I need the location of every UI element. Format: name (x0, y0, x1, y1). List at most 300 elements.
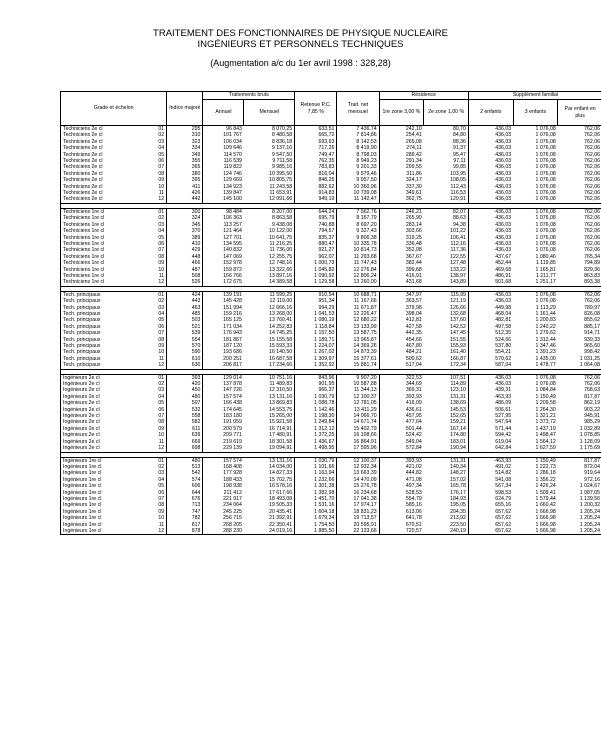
par-enfant-cell: 762,06 (558, 139, 601, 145)
annuel-cell: 171 034 (223, 323, 242, 330)
mensuel-cell: 10 122,00 (244, 228, 295, 234)
par-enfant-cell: 893,38 (558, 279, 601, 286)
enf2-cell: 657,62 (495, 521, 512, 528)
retenue-cell: 1 498,95 (295, 445, 337, 452)
zone2-cell: 82,07 (424, 208, 469, 215)
trait-net-cell: 14 066,70 (337, 413, 379, 419)
enf3-cell: 1 666,98 (535, 515, 556, 522)
trait-net-cell: 9 957,50 (337, 177, 379, 183)
indice-cell: 532 (167, 407, 203, 413)
par-enfant-cell: 762,06 (558, 215, 601, 221)
zone2-cell: 123,10 (424, 387, 469, 393)
annuel-cell: 234 064 (223, 502, 242, 509)
par-enfant-cell: 762,06 (558, 152, 601, 158)
trait-net-cell: 12 806,24 (337, 273, 379, 279)
mensuel-cell: 13 897,16 (244, 273, 295, 279)
retenue-cell: 843,96 (295, 374, 337, 381)
echelon-number: 07 (158, 247, 165, 254)
trait-net-cell: 16 234,68 (337, 490, 379, 496)
grade-label: Ingénieurs 2e cl (63, 381, 100, 388)
indice-cell: 508 (167, 273, 203, 279)
enf3-cell: 1 076,08 (535, 228, 556, 235)
par-enfant-cell: 1 087,05 (558, 490, 601, 496)
header-trait-net: Trait. net mensuel (337, 92, 379, 126)
mensuel-cell: 9 137,16 (244, 145, 295, 151)
grade-label: Techniciens 1re cl (63, 221, 105, 228)
zone2-cell: 161,40 (424, 349, 469, 355)
indice-cell: 334 (167, 145, 203, 151)
zone1-cell: 436,61 (405, 406, 422, 413)
grade-label: Tech. principaux (63, 323, 101, 330)
mensuel-cell: 9 711,58 (244, 158, 295, 164)
par-enfant-cell: 998,42 (558, 349, 601, 355)
echelon-number: 03 (158, 221, 165, 228)
enf2-cell: 571,44 (495, 425, 512, 432)
par-enfant-cell: 939,33 (558, 337, 601, 343)
trait-net-cell: 13 260,00 (337, 279, 379, 286)
par-enfant-cell: 765,34 (558, 254, 601, 260)
zone1-cell: 352,08 (405, 247, 422, 254)
retenue-cell: 966,37 (295, 387, 337, 393)
grade-label: Techniciens 2e cl (63, 170, 103, 177)
enf3-cell: 1 113,29 (535, 304, 556, 311)
retenue-cell: 762,35 (295, 158, 337, 164)
echelon-number: 07 (158, 164, 165, 171)
grade-label: Techniciens 1re cl (63, 240, 105, 247)
retenue-cell: 1 679,34 (295, 515, 337, 521)
enf2-cell: 449,98 (495, 304, 512, 311)
zone2-cell: 91,37 (424, 145, 469, 151)
retenue-cell: 951,34 (295, 298, 337, 304)
zone2-cell: 138,69 (424, 400, 469, 406)
par-enfant-cell: 826,08 (558, 311, 601, 317)
mensuel-cell: 9 438,08 (244, 222, 295, 228)
indice-cell: 393 (167, 374, 203, 381)
enf3-cell: 1 076,08 (513, 126, 558, 133)
retenue-cell: 1 754,50 (295, 522, 337, 528)
par-enfant-cell: 1 031,25 (558, 356, 601, 362)
zone1-cell: 524,42 (405, 432, 422, 439)
echelon-number: 03 (158, 304, 165, 311)
echelon-number: 06 (158, 158, 165, 165)
retenue-cell: 794,57 (295, 228, 337, 234)
par-enfant-cell: 817,87 (558, 394, 601, 400)
zone1-cell: 349,61 (405, 190, 422, 197)
enf2-cell: 436,03 (495, 132, 512, 139)
zone2-cell: 80,70 (424, 126, 469, 133)
document-augmentation-note: (Augmentation a/c du 1er avril 1998 : 328,28) (210, 58, 391, 68)
indice-cell: 370 (167, 228, 203, 234)
zone1-cell: 457,95 (405, 413, 422, 420)
indice-cell: 300 (167, 208, 203, 215)
enf2-cell: 587,04 (468, 362, 513, 369)
mensuel-cell: 10 751,16 (244, 374, 295, 381)
retenue-cell: 1 198,30 (295, 413, 337, 419)
trait-net-cell: 12 781,05 (337, 400, 379, 406)
echelon-number: 03 (158, 138, 165, 145)
retenue-cell: 644,24 (295, 208, 337, 215)
indice-cell: 669 (167, 439, 203, 445)
trait-net-cell: 18 831,23 (337, 509, 379, 515)
grade-label: Techniciens 1re cl (63, 260, 105, 267)
echelon-number: 05 (158, 400, 165, 407)
grade-label: Techniciens 2e cl (63, 177, 103, 184)
zone2-cell: 94,38 (424, 222, 469, 228)
zone1-cell: 412,81 (405, 317, 422, 324)
zone2-cell: 152,65 (424, 413, 469, 419)
indice-cell: 713 (167, 502, 203, 508)
mensuel-cell: 8 480,58 (244, 132, 295, 138)
trait-net-cell: 19 713,57 (337, 515, 379, 521)
echelon-number: 08 (158, 253, 165, 260)
echelon-number: 01 (158, 457, 165, 464)
indice-cell: 442 (167, 196, 203, 203)
trait-net-cell: 8 697,20 (337, 222, 379, 228)
par-enfant-cell: 1 024,67 (558, 483, 601, 489)
zone2-cell: 131,31 (424, 457, 469, 464)
mensuel-cell: 11 736,00 (244, 247, 295, 253)
zone1-cell: 484,21 (405, 349, 422, 356)
salary-table (60, 91, 601, 535)
annuel-cell: 113 257 (223, 221, 242, 228)
trait-net-cell: 10 587,88 (337, 381, 379, 387)
zone2-cell: 148,27 (424, 470, 469, 476)
enf3-cell: 1 373,72 (535, 419, 556, 426)
mensuel-cell: 11 243,58 (244, 184, 295, 190)
zone1-cell: 347,97 (379, 291, 424, 298)
trait-net-cell: 11 344,13 (337, 387, 379, 393)
annuel-cell: 124 746 (223, 170, 242, 177)
enf3-cell: 1 240,22 (535, 323, 556, 330)
enf2-cell: 642,84 (468, 445, 513, 452)
par-enfant-cell: 762,06 (558, 247, 601, 253)
enf2-cell: 436,03 (468, 208, 513, 215)
retenue-cell: 1 088,78 (295, 400, 337, 406)
table-row (61, 279, 601, 286)
retenue-cell: 949,19 (295, 196, 337, 203)
enf2-cell: 436,03 (495, 190, 512, 197)
retenue-cell: 1 885,50 (295, 528, 337, 535)
annuel-cell: 288 230 (203, 528, 244, 535)
annuel-cell: 245 225 (223, 508, 242, 515)
echelon-number: 06 (158, 240, 165, 247)
zone1-cell: 369,31 (405, 387, 422, 394)
enf2-cell: 554,21 (495, 349, 512, 356)
enf2-cell: 436,03 (495, 183, 512, 190)
retenue-cell: 693,63 (295, 139, 337, 145)
par-enfant-cell: 762,06 (558, 158, 601, 164)
enf2-cell: 436,03 (495, 381, 512, 388)
annuel-cell: 256 715 (223, 515, 242, 522)
zone2-cell: 137,60 (424, 317, 469, 323)
zone2-cell: 103,95 (424, 171, 469, 177)
zone1-cell: 265,90 (405, 215, 422, 222)
mensuel-cell: 8 863,58 (244, 215, 295, 221)
grade-label: Techniciens 2e cl (63, 138, 103, 145)
trait-net-cell: 10 335,78 (337, 241, 379, 247)
indice-cell: 295 (167, 126, 203, 133)
par-enfant-cell: 1 205,24 (558, 515, 601, 521)
echelon-number: 04 (158, 476, 165, 483)
enf2-cell: 486,09 (495, 400, 512, 407)
par-enfant-cell: 789,97 (558, 305, 601, 311)
indice-cell: 611 (167, 426, 203, 432)
enf3-cell: 1 660,42 (535, 502, 556, 509)
zone1-cell: 585,16 (405, 502, 422, 509)
mensuel-cell: 16 578,16 (244, 483, 295, 489)
par-enfant-cell: 1 078,85 (558, 432, 601, 438)
mensuel-cell: 15 921,58 (244, 419, 295, 425)
grade-label: Techniciens 1re cl (63, 253, 105, 260)
indice-cell: 554 (167, 337, 203, 343)
indice-cell: 349 (167, 152, 203, 158)
enf3-cell: 1 666,98 (535, 521, 556, 528)
grade-cell (61, 208, 167, 215)
zone2-cell: 108,05 (424, 177, 469, 183)
trait-net-cell: 12 100,37 (337, 394, 379, 400)
table-row (61, 196, 601, 203)
trait-net-cell: 8 167,79 (337, 215, 379, 221)
enf3-cell: 1 478,77 (513, 362, 558, 369)
trait-net-cell: 13 587,75 (337, 330, 379, 336)
indice-cell: 676 (167, 496, 203, 502)
trait-net-cell: 15 881,74 (337, 362, 379, 369)
enf3-cell: 1 076,08 (513, 291, 558, 298)
echelon-number: 01 (158, 208, 165, 215)
indice-cell: 480 (167, 457, 203, 464)
indice-cell: 355 (167, 158, 203, 164)
enf3-cell: 1 076,08 (535, 170, 556, 177)
zone1-cell: 379,98 (405, 304, 422, 311)
trait-net-cell: 9 806,38 (337, 235, 379, 241)
par-enfant-cell: 985,29 (558, 419, 601, 425)
indice-cell: 878 (167, 528, 203, 535)
zone2-cell: 95,47 (424, 152, 469, 158)
zone1-cell: 362,75 (379, 196, 424, 203)
grade-label: Ingénieurs 1re cl (63, 470, 102, 477)
mensuel-cell: 19 505,33 (244, 502, 295, 508)
zone1-cell: 336,48 (405, 240, 422, 247)
annuel-cell: 98 484 (203, 208, 244, 215)
retenue-cell: 695,79 (295, 215, 337, 221)
annuel-cell: 114 570 (223, 151, 242, 158)
enf3-cell: 1 564,12 (535, 438, 556, 445)
grade-label: Techniciens 2e cl (63, 183, 103, 190)
trait-net-cell: 8 142,53 (337, 139, 379, 145)
enf2-cell: 436,03 (495, 228, 512, 235)
enf3-cell: 1 076,08 (535, 158, 556, 165)
zone1-cell: 554,79 (405, 495, 422, 502)
grade-label: Techniciens 1re cl (63, 272, 105, 279)
grade-label: Ingénieurs 1re cl (63, 483, 102, 490)
echelon-number: 08 (158, 170, 165, 177)
grade-cell (61, 362, 167, 369)
enf3-cell: 1 076,08 (535, 177, 556, 184)
trait-net-cell: 17 595,96 (337, 445, 379, 452)
indice-cell: 389 (167, 235, 203, 241)
enf2-cell: 436,03 (495, 234, 512, 241)
enf3-cell: 1 321,21 (535, 413, 556, 420)
zone2-cell: 213,92 (424, 515, 469, 521)
enf3-cell: 1 076,08 (535, 240, 556, 247)
mensuel-cell: 17 234,66 (244, 362, 295, 369)
grade-label: Ingénieurs 1re cl (63, 502, 102, 509)
annuel-cell: 187 120 (223, 343, 242, 349)
indice-cell: 420 (167, 381, 203, 387)
enf3-cell: 1 264,30 (535, 406, 556, 413)
document-title: TRAITEMENT DES FONCTIONNAIRES DE PHYSIQUE NUCLEAIRE (153, 28, 448, 39)
par-enfant-cell: 1 205,24 (558, 522, 601, 528)
header-2-enfants: 2 enfants (468, 100, 513, 126)
grade-label: Tech. principaux (63, 291, 101, 298)
zone1-cell: 254,41 (405, 132, 422, 139)
zone1-cell: 501,44 (405, 425, 422, 432)
zone2-cell: 112,16 (424, 241, 469, 247)
zone2-cell: 167,14 (424, 426, 469, 432)
trait-net-cell: 9 579,46 (337, 171, 379, 177)
mensuel-cell: 16 140,50 (244, 349, 295, 355)
annuel-cell: 188 433 (223, 476, 242, 483)
zone1-cell: 322,53 (379, 374, 424, 381)
enf3-cell: 1 391,23 (535, 349, 556, 356)
table-row (61, 374, 601, 381)
trait-net-cell: 9 907,20 (337, 374, 379, 381)
annuel-cell: 127 701 (223, 234, 242, 241)
par-enfant-cell: 762,06 (558, 381, 601, 387)
zone2-cell: 174,80 (424, 432, 469, 438)
annuel-cell: 166 766 (223, 272, 242, 279)
annuel-cell: 159 216 (223, 310, 242, 317)
enf2-cell: 436,03 (468, 374, 513, 381)
indice-cell: 323 (167, 139, 203, 145)
retenue-cell: 1 129,58 (295, 279, 337, 286)
grade-label: Techniciens 2e cl (63, 126, 103, 132)
echelon-number: 12 (158, 445, 165, 452)
zone2-cell: 145,53 (424, 407, 469, 413)
echelon-number: 04 (158, 228, 165, 235)
grade-label: Techniciens 1re cl (63, 208, 105, 215)
retenue-cell: 914,83 (295, 190, 337, 196)
zone1-cell: 442,35 (405, 330, 422, 337)
indice-cell: 582 (167, 419, 203, 425)
echelon-number: 05 (158, 234, 165, 241)
trait-net-cell: 14 369,26 (337, 343, 379, 349)
indice-cell: 365 (167, 164, 203, 170)
indice-cell: 426 (167, 190, 203, 196)
trait-net-cell: 13 411,29 (337, 407, 379, 413)
zone1-cell: 363,57 (405, 298, 422, 305)
par-enfant-cell: 762,06 (558, 241, 601, 247)
indice-cell: 610 (167, 356, 203, 362)
echelon-number: 02 (158, 298, 165, 305)
annuel-cell: 198 938 (223, 483, 242, 490)
mensuel-cell: 12 119,00 (244, 298, 295, 304)
trait-net-cell: 13 663,39 (337, 470, 379, 476)
retenue-cell: 1 101,66 (295, 464, 337, 470)
zone2-cell: 143,89 (424, 279, 469, 286)
zone2-cell: 88,36 (424, 139, 469, 145)
zone1-cell: 431,68 (379, 279, 424, 286)
retenue-cell: 1 436,67 (295, 439, 337, 445)
mensuel-cell: 13 760,41 (244, 317, 295, 323)
par-enfant-cell: 885,17 (558, 324, 601, 330)
header-traitements: Traitements bruts (203, 92, 295, 100)
trait-net-cell: 12 226,47 (337, 311, 379, 317)
annuel-cell: 177 928 (223, 470, 242, 477)
trait-net-cell: 14 873,39 (337, 349, 379, 355)
zone2-cell: 132,68 (424, 311, 469, 317)
annuel-cell: 137 878 (223, 381, 242, 388)
indice-cell: 526 (167, 279, 203, 286)
indice-cell: 480 (167, 394, 203, 400)
mensuel-cell: 14 034,00 (244, 464, 295, 470)
trait-net-cell: 14 470,09 (337, 477, 379, 483)
enf3-cell: 1 498,47 (535, 432, 556, 439)
mensuel-cell: 11 489,83 (244, 381, 295, 387)
echelon-number: 01 (158, 126, 165, 132)
zone2-cell: 183,01 (424, 439, 469, 445)
retenue-cell: 816,04 (295, 171, 337, 177)
mensuel-cell: 20 435,41 (244, 509, 295, 515)
enf3-cell: 1 076,08 (535, 247, 556, 254)
retenue-cell: 910,54 (295, 291, 337, 298)
par-enfant-cell: 1 064,08 (558, 362, 601, 369)
trait-net-cell: 8 949,23 (337, 158, 379, 164)
echelon-number: 02 (158, 463, 165, 470)
mensuel-cell: 10 805,75 (244, 177, 295, 183)
enf3-cell: 1 200,83 (535, 317, 556, 324)
enf3-cell: 1 579,44 (535, 495, 556, 502)
mensuel-cell: 13 131,16 (244, 394, 295, 400)
echelon-number: 06 (158, 489, 165, 496)
retenue-cell: 901,95 (295, 381, 337, 387)
trait-net-cell: 8 798,03 (337, 152, 379, 158)
echelon-number: 11 (158, 190, 165, 197)
annuel-cell: 134 923 (223, 183, 242, 190)
zone1-cell: 500,62 (405, 355, 422, 362)
grade-label: Techniciens 2e cl (63, 196, 103, 203)
par-enfant-cell: 965,60 (558, 343, 601, 349)
retenue-cell: 1 080,19 (295, 317, 337, 323)
par-enfant-cell: 1 200,32 (558, 502, 601, 508)
annuel-cell: 140 832 (223, 247, 242, 254)
par-enfant-cell: 762,06 (558, 208, 601, 215)
annuel-cell: 134 595 (223, 240, 242, 247)
mensuel-cell: 13 322,66 (244, 267, 295, 273)
zone1-cell: 572,84 (379, 445, 424, 452)
annuel-cell: 157 574 (203, 457, 244, 464)
grade-label: Ingénieurs 2e cl (63, 445, 100, 452)
echelon-number: 04 (158, 310, 165, 317)
indice-cell: 570 (167, 343, 203, 349)
echelon-number: 09 (158, 260, 165, 267)
zone1-cell: 324,17 (405, 177, 422, 184)
grade-cell (61, 457, 167, 464)
echelon-number: 09 (158, 508, 165, 515)
enf2-cell: 436,03 (495, 151, 512, 158)
indice-cell: 521 (167, 324, 203, 330)
indice-cell: 345 (167, 222, 203, 228)
echelon-number: 08 (158, 502, 165, 509)
zone1-cell: 670,51 (405, 521, 422, 528)
zone2-cell: 240,19 (424, 528, 469, 535)
echelon-number: 09 (158, 177, 165, 184)
retenue-cell: 848,25 (295, 177, 337, 183)
annuel-cell: 109 646 (223, 145, 242, 152)
annuel-cell: 176 943 (223, 330, 242, 337)
retenue-cell: 1 301,38 (295, 483, 337, 489)
enf2-cell: 436,03 (468, 126, 513, 133)
